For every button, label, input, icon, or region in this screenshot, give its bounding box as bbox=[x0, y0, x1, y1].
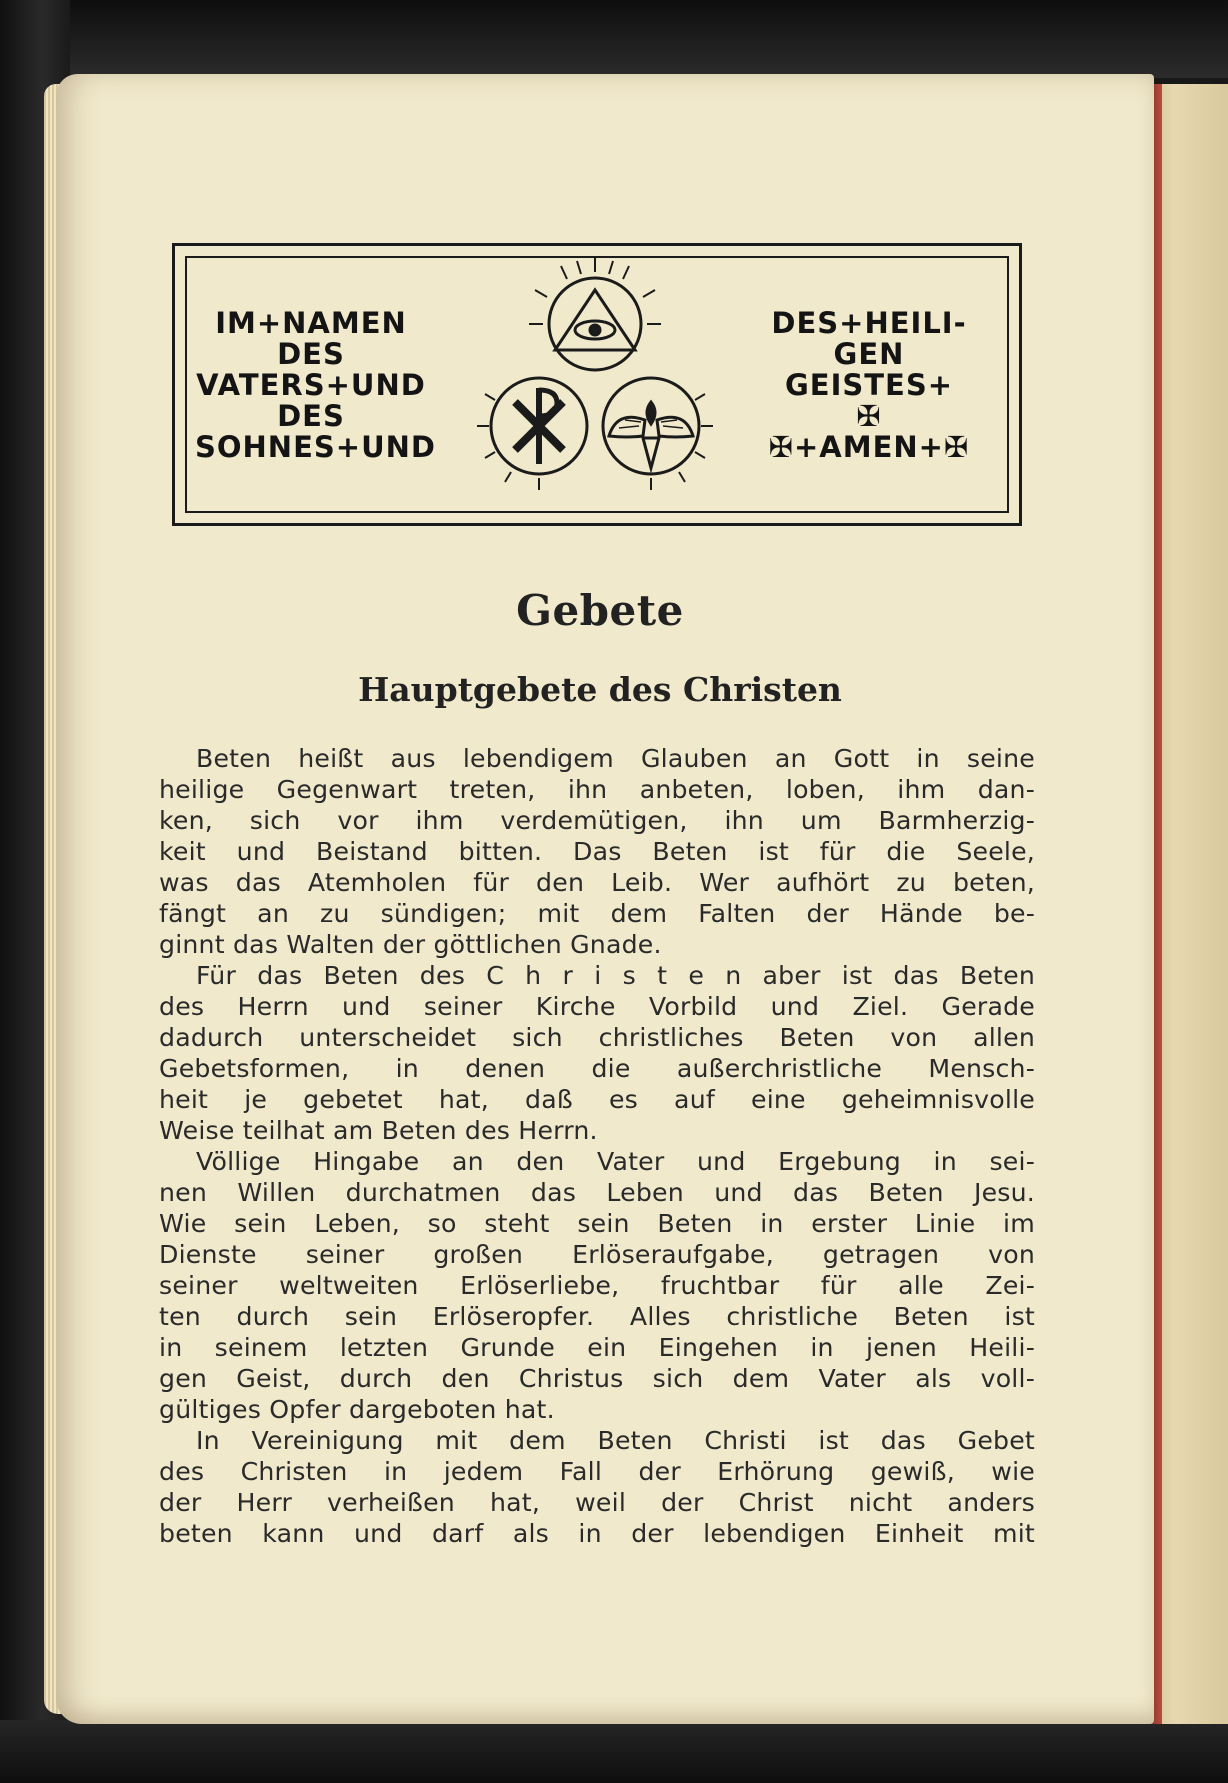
text-line: keit und Beistand bitten. Das Beten ist für die Seele, bbox=[159, 837, 1035, 866]
text-line: Wie sein Leben, so steht sein Beten in erster Linie im bbox=[159, 1209, 1035, 1238]
banner-left-line: IM+NAMEN bbox=[215, 306, 407, 340]
text-line: Für das Beten des C h r i s t e n aber ist das Beten bbox=[196, 961, 1035, 990]
text-line: Beten heißt aus lebendigem Glauben an Gott in seine bbox=[196, 744, 1035, 773]
paragraph bbox=[159, 743, 1035, 960]
paragraph bbox=[159, 1146, 1035, 1425]
banner-right-line: GEISTES+ bbox=[784, 368, 954, 402]
text-line: Gebetsformen, in denen die außerchristliche Mensch- bbox=[159, 1054, 1035, 1083]
banner-right-line: GEN bbox=[833, 337, 905, 371]
text-line: gültiges Opfer dargeboten hat. bbox=[159, 1395, 555, 1424]
text-line: des Herrn und seiner Kirche Vorbild und Ziel. Gerade bbox=[159, 992, 1035, 1021]
book-cover-bottom bbox=[0, 1720, 1228, 1783]
text-line: fängt an zu sündigen; mit dem Falten der Hände be- bbox=[159, 899, 1035, 928]
text-line: dadurch unterscheidet sich christliches Beten von allen bbox=[159, 1023, 1035, 1052]
text-line: ken, sich vor ihm verdemütigen, ihn um Barmherzig- bbox=[159, 806, 1035, 835]
banner-left-line: SOHNES+UND bbox=[195, 430, 436, 464]
book-cover-top bbox=[0, 0, 1228, 78]
text-line: Völlige Hingabe an den Vater und Ergebung in sei- bbox=[196, 1147, 1035, 1176]
banner-left-text bbox=[195, 306, 436, 464]
banner-right-line: ✠+AMEN+✠ bbox=[768, 430, 970, 464]
banner-right-text bbox=[750, 308, 988, 463]
banner-right-line: DES+HEILI- bbox=[771, 306, 967, 340]
text-line: der Herr verheißen hat, weil der Christ nicht anders bbox=[159, 1488, 1035, 1517]
text-line: In Vereinigung mit dem Beten Christi ist das Gebet bbox=[196, 1426, 1035, 1455]
text-line: beten kann und darf als in der lebendigen Einheit mit bbox=[159, 1519, 1035, 1548]
text-line: heilige Gegenwart treten, ihn anbeten, loben, ihm dan- bbox=[159, 775, 1035, 804]
text-line: des Christen in jedem Fall der Erhörung gewiß, wie bbox=[159, 1457, 1035, 1486]
text-line: heit je gebetet hat, daß es auf eine geheimnisvolle bbox=[159, 1085, 1035, 1114]
banner-left-line: DES bbox=[277, 399, 345, 433]
text-line: ginnt das Walten der göttlichen Gnade. bbox=[159, 930, 662, 959]
banner-right-line: ✠ bbox=[856, 399, 882, 433]
body-text bbox=[159, 743, 1035, 1549]
text-line: ten durch sein Erlöseropfer. Alles christliche Beten ist bbox=[159, 1302, 1035, 1331]
paragraph bbox=[159, 960, 1035, 1146]
text-line: was das Atemholen für den Leib. Wer aufhört zu beten, bbox=[159, 868, 1035, 897]
trinity-emblem-icon bbox=[475, 252, 715, 514]
text-line: in seinem letzten Grunde ein Eingehen in jenen Heili- bbox=[159, 1333, 1035, 1362]
text-line: Weise teilhat am Beten des Herrn. bbox=[159, 1116, 598, 1145]
text-line: Dienste seiner großen Erlöseraufgabe, getragen von bbox=[159, 1240, 1035, 1269]
page-title: Gebete bbox=[516, 586, 684, 635]
banner-left-line: DES bbox=[277, 337, 345, 371]
invocation-banner bbox=[172, 243, 1022, 526]
text-line: gen Geist, durch den Christus sich dem Vater als voll- bbox=[159, 1364, 1035, 1393]
text-line: seiner weltweiten Erlöserliebe, fruchtbar für alle Zei- bbox=[159, 1271, 1035, 1300]
section-subtitle: Hauptgebete des Christen bbox=[358, 670, 842, 709]
text-line: nen Willen durchatmen das Leben und das Beten Jesu. bbox=[159, 1178, 1035, 1207]
banner-left-line: VATERS+UND bbox=[196, 368, 426, 402]
paragraph bbox=[159, 1425, 1035, 1549]
